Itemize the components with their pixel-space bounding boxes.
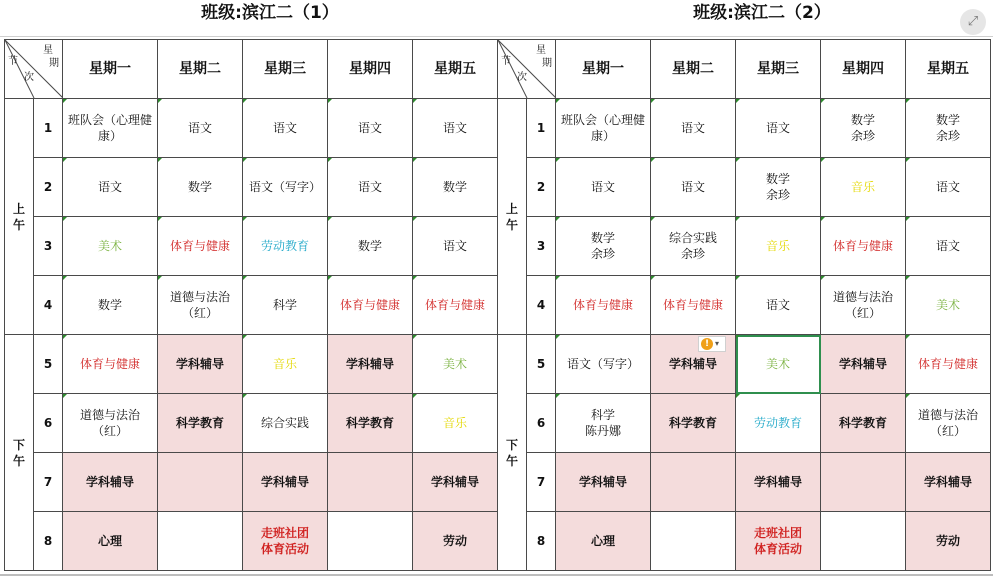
subject-text: 音乐 bbox=[765, 239, 790, 253]
schedule-cell[interactable] bbox=[821, 217, 906, 276]
schedule-cell[interactable] bbox=[328, 276, 413, 335]
subject-text: 科学教育 bbox=[838, 416, 887, 430]
schedule-cell[interactable] bbox=[413, 453, 498, 512]
schedule-cell[interactable] bbox=[328, 453, 413, 512]
period-row bbox=[498, 512, 991, 571]
period-number: 2 bbox=[527, 158, 556, 217]
subject-text: 综合实践 余珍 bbox=[668, 231, 717, 261]
subject-text: 心理 bbox=[590, 534, 615, 548]
schedule-cell[interactable] bbox=[651, 158, 736, 217]
schedule-cell[interactable] bbox=[906, 394, 991, 453]
subject-text: 走班社团 体育活动 bbox=[260, 526, 309, 556]
bottom-divider bbox=[0, 574, 993, 576]
day-header: 星期二 bbox=[158, 40, 243, 99]
period-row bbox=[498, 276, 991, 335]
schedule-cell[interactable] bbox=[158, 217, 243, 276]
schedule-cell[interactable] bbox=[243, 394, 328, 453]
schedule-cell[interactable] bbox=[906, 217, 991, 276]
svg-text:次: 次 bbox=[517, 72, 527, 83]
day-header: 星期一 bbox=[63, 40, 158, 99]
subject-text: 语文 bbox=[442, 239, 467, 253]
schedule-cell[interactable] bbox=[736, 453, 821, 512]
subject-text: 美术 bbox=[765, 357, 790, 371]
subject-text: 学科辅导 bbox=[260, 475, 309, 489]
schedule-cell[interactable] bbox=[158, 453, 243, 512]
subject-text: 体育与健康 bbox=[917, 357, 978, 371]
schedule-cell[interactable] bbox=[413, 158, 498, 217]
schedule-cell[interactable] bbox=[556, 276, 651, 335]
schedule-cell[interactable] bbox=[328, 394, 413, 453]
subject-text: 学科辅导 bbox=[345, 357, 394, 371]
subject-text: 体育与健康 bbox=[662, 298, 723, 312]
schedule-cell[interactable] bbox=[651, 276, 736, 335]
schedule-grid bbox=[497, 39, 991, 571]
subject-text: 语文 bbox=[357, 180, 382, 194]
period-row bbox=[5, 276, 498, 335]
subject-text: 美术 bbox=[97, 239, 122, 253]
subject-text: 语文 bbox=[357, 121, 382, 135]
corner-header bbox=[5, 40, 63, 99]
subject-text: 语文 bbox=[935, 180, 960, 194]
subject-text: 语文 bbox=[590, 180, 615, 194]
period-row bbox=[5, 512, 498, 571]
period-number: 5 bbox=[34, 335, 63, 394]
period-row bbox=[498, 453, 991, 512]
subject-text: 美术 bbox=[442, 357, 467, 371]
subject-text: 道德与法治 （红） bbox=[79, 408, 140, 438]
schedule-cell[interactable] bbox=[158, 335, 243, 394]
top-divider bbox=[0, 36, 993, 37]
subject-text: 科学 bbox=[272, 298, 297, 312]
subject-text: 音乐 bbox=[442, 416, 467, 430]
schedule-cell[interactable] bbox=[158, 276, 243, 335]
period-row bbox=[498, 99, 991, 158]
schedule-cell[interactable] bbox=[328, 158, 413, 217]
subject-text: 学科辅导 bbox=[175, 357, 224, 371]
schedule-cell[interactable] bbox=[556, 99, 651, 158]
period-number: 4 bbox=[34, 276, 63, 335]
subject-text: 音乐 bbox=[272, 357, 297, 371]
schedule-cell[interactable] bbox=[736, 276, 821, 335]
schedule-cell[interactable] bbox=[906, 99, 991, 158]
subject-text: 学科辅导 bbox=[578, 475, 627, 489]
schedule-cell[interactable] bbox=[243, 158, 328, 217]
period-number: 3 bbox=[527, 217, 556, 276]
subject-text: 班队会（心理健康） bbox=[560, 113, 645, 143]
schedule-cell[interactable] bbox=[63, 158, 158, 217]
subject-text: 劳动教育 bbox=[753, 416, 802, 430]
subject-text: 数学 bbox=[97, 298, 122, 312]
schedule-cell[interactable] bbox=[63, 99, 158, 158]
subject-text: 语文 bbox=[765, 121, 790, 135]
schedule-cell[interactable] bbox=[158, 99, 243, 158]
subject-text: 道德与法治 （红） bbox=[832, 290, 893, 320]
schedule-cell[interactable] bbox=[821, 99, 906, 158]
subject-text: 体育与健康 bbox=[572, 298, 633, 312]
schedule-cell[interactable] bbox=[413, 276, 498, 335]
subject-text: 音乐 bbox=[850, 180, 875, 194]
subject-text: 道德与法治 （红） bbox=[169, 290, 230, 320]
error-check-button[interactable] bbox=[698, 336, 726, 352]
corner-period-label: 节 bbox=[501, 56, 511, 67]
subject-text: 语文 bbox=[187, 121, 212, 135]
period-number: 8 bbox=[527, 512, 556, 571]
schedule-cell[interactable] bbox=[651, 512, 736, 571]
schedule-cell[interactable] bbox=[413, 394, 498, 453]
period-number: 1 bbox=[34, 99, 63, 158]
period-number: 6 bbox=[527, 394, 556, 453]
period-number: 1 bbox=[527, 99, 556, 158]
schedule-cell[interactable] bbox=[651, 99, 736, 158]
subject-text: 语文（写字） bbox=[248, 180, 321, 194]
schedule-cell[interactable] bbox=[413, 99, 498, 158]
day-header: 星期四 bbox=[821, 40, 906, 99]
schedule-grid bbox=[4, 39, 498, 571]
day-header: 星期五 bbox=[906, 40, 991, 99]
subject-text: 科学 陈丹娜 bbox=[584, 408, 621, 438]
period-row bbox=[498, 217, 991, 276]
subject-text: 数学 bbox=[442, 180, 467, 194]
schedule-cell[interactable] bbox=[736, 217, 821, 276]
subject-text: 体育与健康 bbox=[832, 239, 893, 253]
chevron-down-icon: ▾ bbox=[715, 339, 720, 348]
day-header: 星期二 bbox=[651, 40, 736, 99]
subject-text: 综合实践 bbox=[260, 416, 309, 430]
subject-text: 体育与健康 bbox=[339, 298, 400, 312]
schedule-cell[interactable] bbox=[328, 99, 413, 158]
schedule-cell[interactable] bbox=[736, 335, 821, 394]
period-number: 2 bbox=[34, 158, 63, 217]
schedule-cell[interactable] bbox=[906, 453, 991, 512]
period-row bbox=[498, 335, 991, 394]
corner-period-label: 节 bbox=[8, 56, 18, 67]
subject-text: 走班社团 体育活动 bbox=[753, 526, 802, 556]
schedule-cell[interactable] bbox=[556, 453, 651, 512]
schedule-cell[interactable] bbox=[63, 512, 158, 571]
subject-text: 数学 余珍 bbox=[935, 113, 960, 143]
subject-text: 班队会（心理健康） bbox=[67, 113, 152, 143]
schedule-cell[interactable] bbox=[556, 158, 651, 217]
day-header: 星期一 bbox=[556, 40, 651, 99]
subject-text: 语文 bbox=[680, 121, 705, 135]
schedule-cell[interactable] bbox=[63, 276, 158, 335]
subject-text: 语文 bbox=[935, 239, 960, 253]
schedule-cell[interactable] bbox=[906, 276, 991, 335]
period-row bbox=[5, 217, 498, 276]
class-title-1: 班级:滨江二（1） bbox=[201, 3, 339, 23]
subject-text: 学科辅导 bbox=[923, 475, 972, 489]
schedule-cell[interactable] bbox=[651, 217, 736, 276]
subject-text: 体育与健康 bbox=[424, 298, 485, 312]
schedule-cell[interactable] bbox=[243, 512, 328, 571]
afternoon-label: 下 午 bbox=[5, 335, 34, 571]
schedule-cell[interactable] bbox=[63, 394, 158, 453]
subject-text: 语文 bbox=[765, 298, 790, 312]
subject-text: 数学 bbox=[357, 239, 382, 253]
subject-text: 科学教育 bbox=[175, 416, 224, 430]
subject-text: 科学教育 bbox=[668, 416, 717, 430]
schedule-cell[interactable] bbox=[63, 453, 158, 512]
morning-label: 上 午 bbox=[5, 99, 34, 335]
period-row bbox=[5, 453, 498, 512]
schedule-cell[interactable] bbox=[736, 158, 821, 217]
schedule-cell[interactable] bbox=[158, 158, 243, 217]
subject-text: 语文 bbox=[97, 180, 122, 194]
subject-text: 美术 bbox=[935, 298, 960, 312]
subject-text: 数学 余珍 bbox=[590, 231, 615, 261]
period-number: 6 bbox=[34, 394, 63, 453]
subject-text: 体育与健康 bbox=[169, 239, 230, 253]
schedule-cell[interactable] bbox=[821, 158, 906, 217]
subject-text: 体育与健康 bbox=[79, 357, 140, 371]
schedule-cell[interactable] bbox=[556, 512, 651, 571]
subject-text: 学科辅导 bbox=[838, 357, 887, 371]
subject-text: 学科辅导 bbox=[430, 475, 479, 489]
schedule-cell[interactable] bbox=[651, 453, 736, 512]
schedule-cell[interactable] bbox=[328, 335, 413, 394]
schedule-cell[interactable] bbox=[328, 217, 413, 276]
schedule-cell[interactable] bbox=[736, 394, 821, 453]
subject-text: 语文（写字） bbox=[566, 357, 639, 371]
corner-week-label: 星 bbox=[43, 45, 53, 56]
warning-icon: ! bbox=[701, 338, 713, 350]
period-number: 7 bbox=[34, 453, 63, 512]
schedule-cell[interactable] bbox=[556, 217, 651, 276]
schedule-cell[interactable] bbox=[158, 394, 243, 453]
svg-text:期: 期 bbox=[49, 58, 59, 69]
schedule-cell[interactable] bbox=[413, 217, 498, 276]
schedule-cell[interactable] bbox=[556, 335, 651, 394]
schedule-cell[interactable] bbox=[243, 99, 328, 158]
period-number: 3 bbox=[34, 217, 63, 276]
subject-text: 学科辅导 bbox=[668, 357, 717, 371]
schedule-cell[interactable] bbox=[63, 335, 158, 394]
subject-text: 学科辅导 bbox=[85, 475, 134, 489]
day-header: 星期四 bbox=[328, 40, 413, 99]
schedule-cell[interactable] bbox=[413, 512, 498, 571]
subject-text: 科学教育 bbox=[345, 416, 394, 430]
period-row bbox=[5, 335, 498, 394]
period-number: 4 bbox=[527, 276, 556, 335]
schedule-cell[interactable] bbox=[243, 217, 328, 276]
schedule-cell[interactable] bbox=[906, 512, 991, 571]
subject-text: 学科辅导 bbox=[753, 475, 802, 489]
period-row bbox=[5, 394, 498, 453]
corner-week-label: 星 bbox=[536, 45, 546, 56]
subject-text: 语文 bbox=[680, 180, 705, 194]
day-header: 星期五 bbox=[413, 40, 498, 99]
subject-text: 道德与法治 （红） bbox=[917, 408, 978, 438]
period-row bbox=[5, 99, 498, 158]
schedule-cell[interactable] bbox=[906, 335, 991, 394]
schedule-cell[interactable] bbox=[328, 512, 413, 571]
schedule-cell[interactable] bbox=[821, 453, 906, 512]
afternoon-label: 下 午 bbox=[498, 335, 527, 571]
morning-label: 上 午 bbox=[498, 99, 527, 335]
period-row bbox=[498, 158, 991, 217]
schedule-cell[interactable] bbox=[821, 335, 906, 394]
period-number: 7 bbox=[527, 453, 556, 512]
schedule-cell[interactable] bbox=[243, 276, 328, 335]
schedule-cell[interactable] bbox=[821, 394, 906, 453]
schedule-cell[interactable] bbox=[556, 394, 651, 453]
period-row bbox=[5, 158, 498, 217]
schedule-cell[interactable] bbox=[243, 453, 328, 512]
schedule-cell[interactable] bbox=[736, 512, 821, 571]
subject-text: 劳动 bbox=[442, 534, 467, 548]
subject-text: 数学 bbox=[187, 180, 212, 194]
subject-text: 语文 bbox=[272, 121, 297, 135]
subject-text: 心理 bbox=[97, 534, 122, 548]
svg-text:次: 次 bbox=[24, 72, 34, 83]
subject-text: 劳动教育 bbox=[260, 239, 309, 253]
schedule-cell[interactable] bbox=[906, 158, 991, 217]
subject-text: 语文 bbox=[442, 121, 467, 135]
svg-text:期: 期 bbox=[542, 58, 552, 69]
schedule-cell[interactable] bbox=[413, 335, 498, 394]
expand-icon[interactable]: ⤢ bbox=[960, 9, 986, 35]
subject-text: 数学 余珍 bbox=[850, 113, 875, 143]
class-title-2: 班级:滨江二（2） bbox=[693, 3, 831, 23]
subject-text: 劳动 bbox=[935, 534, 960, 548]
schedule-cell[interactable] bbox=[736, 99, 821, 158]
schedule-cell[interactable] bbox=[158, 512, 243, 571]
schedule-cell[interactable] bbox=[63, 217, 158, 276]
corner-header bbox=[498, 40, 556, 99]
subject-text: 数学 余珍 bbox=[765, 172, 790, 202]
day-header: 星期三 bbox=[243, 40, 328, 99]
schedule-cell[interactable] bbox=[243, 335, 328, 394]
schedule-cell[interactable] bbox=[651, 394, 736, 453]
schedule-cell[interactable] bbox=[821, 512, 906, 571]
period-number: 8 bbox=[34, 512, 63, 571]
day-header: 星期三 bbox=[736, 40, 821, 99]
schedule-cell[interactable] bbox=[821, 276, 906, 335]
period-number: 5 bbox=[527, 335, 556, 394]
period-row bbox=[498, 394, 991, 453]
